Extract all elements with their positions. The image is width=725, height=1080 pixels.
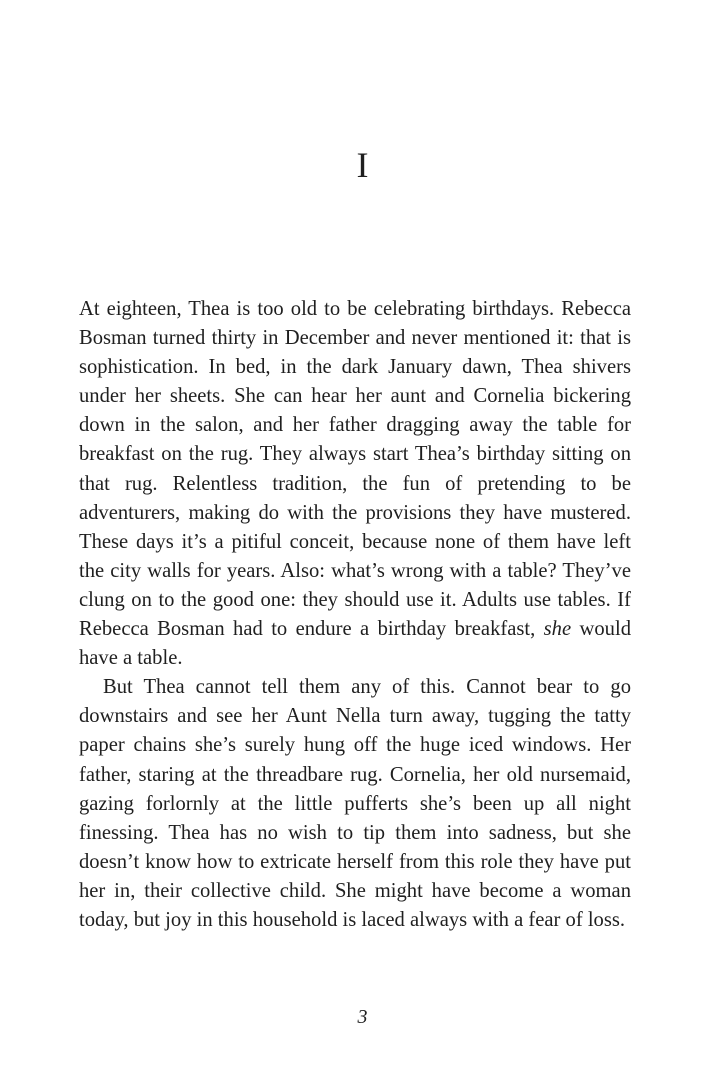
paragraph-2: But Thea cannot tell them any of this. Cannot bear to go downstairs and see her Aunt Nella turn away, tugging the tatty paper chains she’s surely hung off the huge iced windows. Her father, staring at the threadbare rug. Cornelia, her old nursemaid, gazing forlornly at the little pufferts she’s been up all night finessing. Thea has no wish to tip them into sadness, but she doesn’t know how to extricate herself from this role they have put her in, their collective child. She might have become a woman today, but joy in this household is laced always with a fear of loss. [79,676,631,931]
chapter-numeral: I [356,145,369,185]
paragraph-1-text: At eighteen, Thea is too old to be celebrating birthdays. Rebecca Bosman turned thirty in December and never mentioned it: that is sophistication. In bed, in the dark January dawn, Thea shivers under her sheets. She can hear her aunt and Cornelia bickering down in the salon, and her father dragging away the table for breakfast on the rug. They always start Thea’s birthday sitting on that rug. Relentless tradition, the fun of pretending to be adventurers, making do with the provisions they have mustered. These days it’s a pitiful conceit, because none of them have left the city walls for years. Also: what’s wrong with a table? They’ve clung on to the good one: they should use it. Adults use tables. If Rebecca Bosman had to endure a birthday breakfast, [79,298,631,641]
paragraph-1-text-end: would have a table. [79,618,631,670]
paragraph-1-emphasis: she [543,618,572,641]
page-number: 3 [357,1006,368,1028]
paragraph-1 [79,295,631,673]
chapter-body [79,295,631,935]
